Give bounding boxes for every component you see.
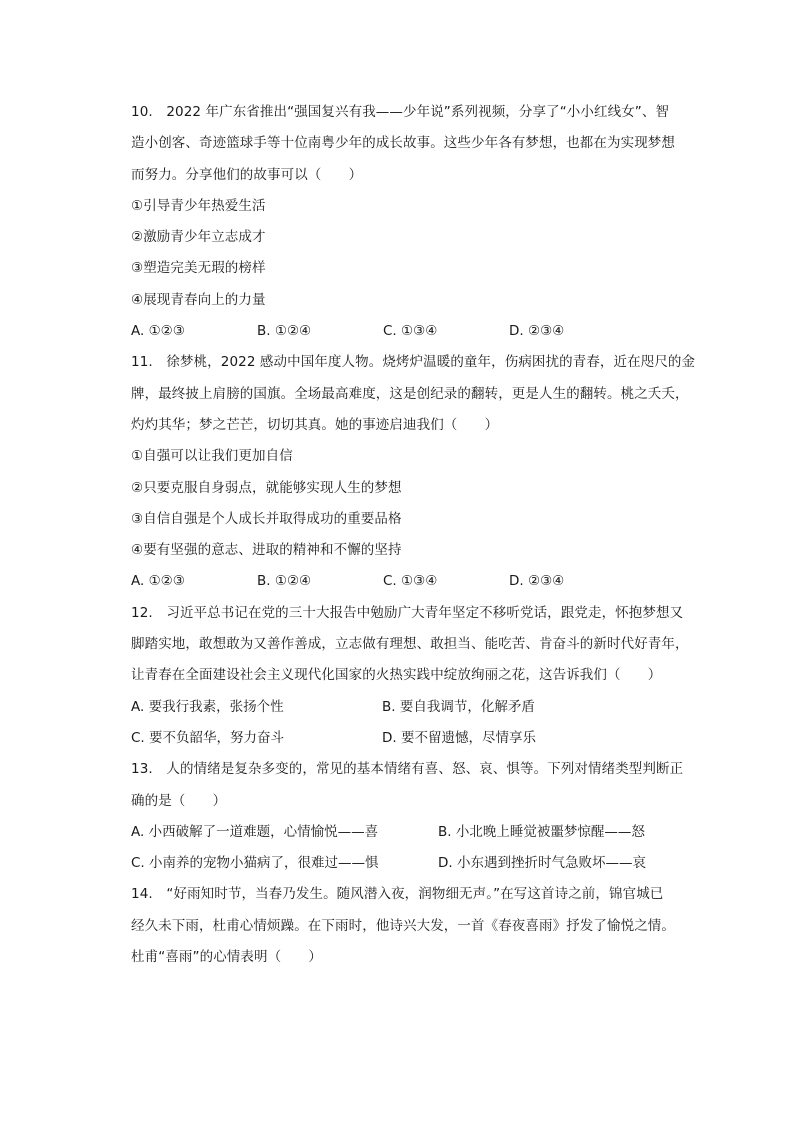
question-11 bbox=[131, 347, 696, 597]
question-stem-line: 经久未下雨，杜甫心情烦躁。在下雨时，他诗兴大发，一首《春夜喜雨》抒发了愉悦之情。 bbox=[131, 917, 675, 934]
question-stem-line: 确的是（ ） bbox=[131, 792, 227, 809]
option-d: D. ②③④ bbox=[509, 323, 565, 340]
option-b: B. 要自我调节，化解矛盾 bbox=[382, 698, 535, 715]
option-d: D. 小东遇到挫折时气急败坏——哀 bbox=[438, 855, 646, 872]
question-stem-line: 而努力。分享他们的故事可以（ ） bbox=[131, 166, 363, 183]
option-a: A. 小西破解了一道难题，心情愉悦——喜 bbox=[131, 823, 379, 840]
option-c: C. ①③④ bbox=[383, 323, 438, 340]
question-stem-line: 造小创客、奇迹篮球手等十位南粤少年的成长故事。这些少年各有梦想，也都在为实现梦想 bbox=[131, 135, 675, 152]
question-stem-line: 14. “好雨知时节，当春乃发生。随风潜入夜，润物细无声。”在写这首诗之前，锦官城已 bbox=[131, 886, 664, 903]
statement-3: ③自信自强是个人成长并取得成功的重要品格 bbox=[131, 510, 402, 527]
answer-options-row bbox=[131, 848, 671, 879]
option-c: C. 小南养的宠物小猫病了，很难过——惧 bbox=[131, 855, 379, 872]
option-d: D. ②③④ bbox=[509, 573, 565, 590]
question-12 bbox=[131, 598, 689, 754]
statement-2: ②只要克服自身弱点，就能够实现人生的梦想 bbox=[131, 479, 402, 496]
option-a: A. ①②③ bbox=[131, 323, 185, 340]
question-stem-line: 杜甫“喜雨”的心情表明（ ） bbox=[131, 949, 322, 966]
option-d: D. 要不留遗憾，尽情享乐 bbox=[382, 729, 536, 746]
option-a: A. 要我行我素，张扬个性 bbox=[131, 698, 284, 715]
option-a: A. ①②③ bbox=[131, 573, 185, 590]
option-b: B. ①②④ bbox=[257, 323, 312, 340]
option-c: C. ①③④ bbox=[383, 573, 438, 590]
question-stem-line: 10. 2022 年广东省推出“强国复兴有我——少年说”系列视频，分享了“小小红线女”、智 bbox=[131, 104, 670, 120]
option-c: C. 要不负韶华，努力奋斗 bbox=[131, 729, 285, 746]
option-b: B. 小北晚上睡觉被噩梦惊醒——怒 bbox=[438, 823, 645, 840]
statement-4: ④展现青春向上的力量 bbox=[131, 291, 266, 308]
question-14 bbox=[131, 879, 675, 973]
answer-options-row bbox=[131, 692, 671, 723]
question-stem-line: 让青春在全面建设社会主义现代化国家的火热实践中绽放绚丽之花，这告诉我们（ ） bbox=[131, 667, 662, 684]
question-stem-line: 13. 人的情绪是复杂多变的，常见的基本情绪有喜、怒、哀、惧等。下列对情绪类型判断正 bbox=[131, 761, 684, 778]
statement-1: ①引导青少年热爱生活 bbox=[131, 197, 266, 214]
option-b: B. ①②④ bbox=[257, 573, 312, 590]
statement-4: ④要有坚强的意志、进取的精神和不懈的坚持 bbox=[131, 542, 402, 559]
answer-options bbox=[131, 316, 671, 347]
question-stem-line: 牌，最终披上肩膀的国旗。全场最高难度，这是创纪录的翻转，更是人生的翻转。桃之夭夭， bbox=[131, 385, 689, 402]
question-stem-line: 11. 徐梦桃，2022 感动中国年度人物。烧烤炉温暖的童年，伤病困扰的青春，近在咫尺的金 bbox=[131, 354, 696, 371]
question-content bbox=[131, 97, 696, 973]
question-10 bbox=[131, 97, 675, 347]
answer-options-row bbox=[131, 723, 671, 754]
question-stem-line: 灼灼其华；梦之芒芒，切切其真。她的事迹启迪我们（ ） bbox=[131, 416, 499, 433]
question-stem-line: 12. 习近平总书记在党的三十大报告中勉励广大青年坚定不移听党话，跟党走，怀抱梦想又 bbox=[131, 604, 684, 621]
statement-1: ①自强可以让我们更加自信 bbox=[131, 448, 293, 465]
answer-options-row bbox=[131, 817, 671, 848]
question-stem-line: 脚踏实地，敢想敢为又善作善成，立志做有理想、敢担当、能吃苦、肯奋斗的新时代好青年， bbox=[131, 636, 689, 653]
statement-2: ②激励青少年立志成才 bbox=[131, 229, 266, 246]
question-13 bbox=[131, 754, 684, 879]
answer-options bbox=[131, 566, 671, 597]
statement-3: ③塑造完美无瑕的榜样 bbox=[131, 260, 266, 277]
